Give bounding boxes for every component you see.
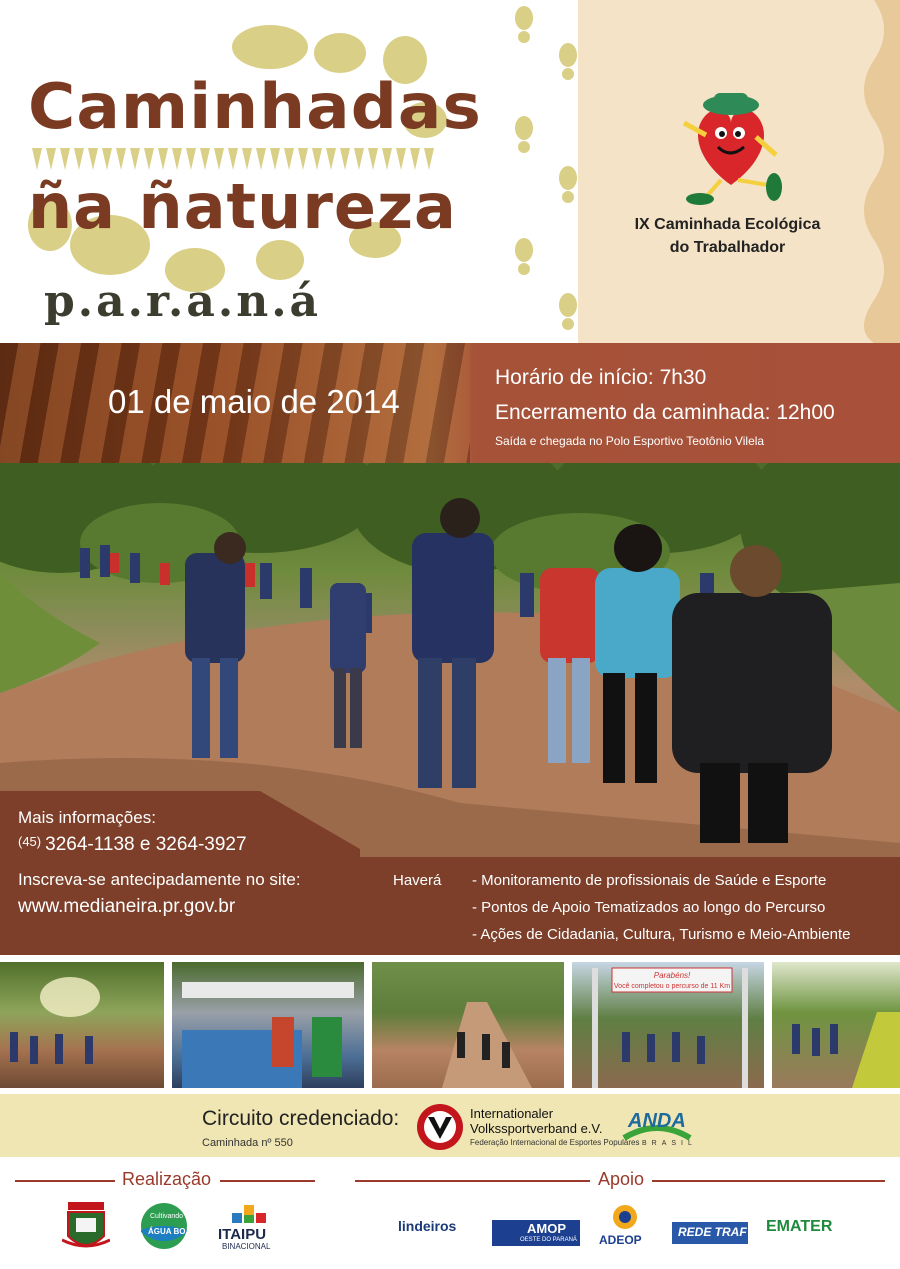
finish-banner-line-1: Parabéns! [653,971,691,980]
apoio-divider-right [652,1180,885,1182]
realizacao-divider-left [15,1180,115,1182]
agua-boa-name-1: Cultivando [150,1213,184,1220]
itaipu-subtitle: BINACIONAL [222,1242,271,1251]
apoio-divider-left [355,1180,590,1182]
adeop-name: ADEOP [599,1233,642,1247]
lindeiros-logo: lindeiros [398,1218,457,1234]
event-date: 01 de maio de 2014 [108,383,400,420]
title-line-2: ña ñatureza [28,170,457,243]
gallery-photo-5 [772,962,900,1088]
photo-gallery [0,955,900,1092]
circuit-number: Caminhada nº 550 [202,1137,293,1149]
end-time: Encerramento da caminhada: 12h00 [495,401,835,424]
itaipu-logo-icon [232,1205,268,1225]
gallery-photo-4 [572,962,764,1088]
rede-traf-name: REDE TRAF [678,1225,747,1239]
mascot-heart-icon [676,85,786,205]
agua-boa-logo-icon [140,1202,188,1250]
circuit-label: Circuito credenciado: [202,1107,400,1130]
amop-name: AMOP [527,1221,566,1236]
venue: Saída e chegada no Polo Esportivo Teotônio Vilela [495,434,765,448]
header-left-panel [0,0,510,343]
feature-item: - Pontos de Apoio Tematizados ao longo do Percurso [472,899,826,916]
ivv-name-line-2: Volkssportverband e.V. [470,1121,603,1136]
ivv-subtitle: Federação Internacional de Esportes Populares [470,1138,640,1147]
realizacao-divider-right [220,1180,315,1182]
agua-boa-name-2: ÁGUA BOA [148,1227,192,1236]
event-name-line-2: do Trabalhador [669,239,786,256]
title-line-3: p.a.r.a.n.á [44,276,322,327]
anda-name: ANDA [628,1110,686,1132]
anda-subtitle: BRASIL [642,1140,697,1147]
footprints-column-icon [510,0,578,343]
realizacao-title: Realização [122,1169,212,1189]
ivv-name-line-1: Internationaler [470,1106,554,1121]
amop-subtitle: OESTE DO PARANÁ [520,1237,577,1243]
features-label: Haverá [393,872,442,889]
gallery-photo-3 [372,962,564,1088]
start-time: Horário de início: 7h30 [495,366,707,389]
title-line-1: Caminhadas [28,70,482,143]
gallery-photo-2 [172,962,364,1088]
feature-item: - Ações de Cidadania, Cultura, Turismo e Meio-Ambiente [472,926,851,943]
register-label: Inscreva-se antecipadamente no site: [18,870,301,889]
finish-banner-line-2: Você completou o percurso de 11 Km [613,983,731,990]
medianeira-coat-of-arms-icon [62,1200,110,1254]
more-info-label: Mais informações: [18,808,156,827]
wave-border-icon [860,0,900,343]
apoio-title: Apoio [598,1169,645,1189]
phone-list: 3264-1138 e 3264-3927 [45,834,247,855]
website-link[interactable]: www.medianeira.pr.gov.br [18,896,236,917]
itaipu-name: ITAIPU [218,1226,267,1243]
area-code: (45) [18,834,42,849]
feature-item: - Monitoramento de profissionais de Saúde e Esporte [472,872,827,889]
ivv-logo-icon [416,1103,464,1151]
tile-pattern-icon [32,143,442,173]
emater-logo: EMATER [766,1218,833,1235]
phone-numbers [18,834,247,856]
gallery-photo-1 [0,962,164,1088]
ivv-name [470,1106,620,1136]
adeop-logo-icon [612,1204,638,1230]
event-name-line-1: IX Caminhada Ecológica [634,216,821,233]
poster-header [0,0,900,343]
